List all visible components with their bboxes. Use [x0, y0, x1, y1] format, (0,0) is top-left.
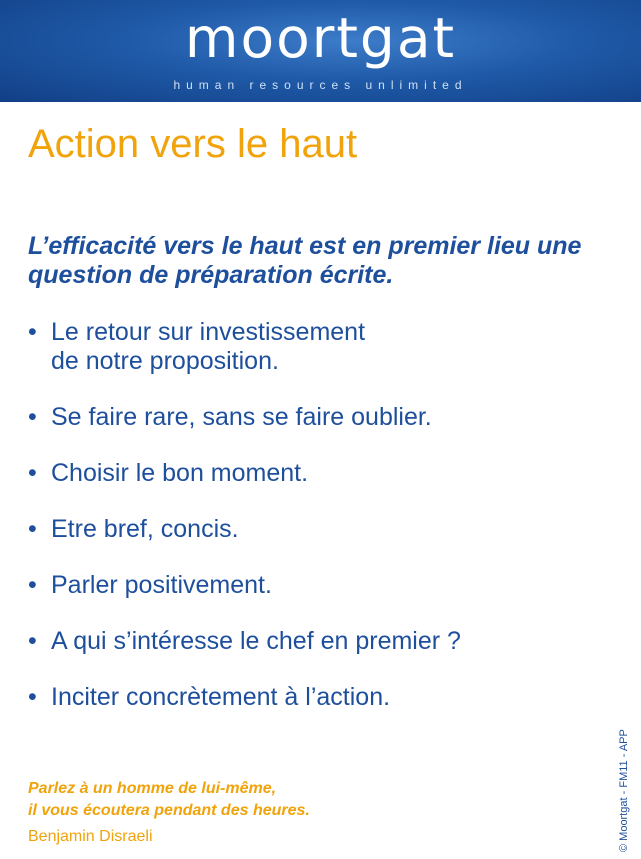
list-item — [28, 459, 588, 515]
list-item-text: Parler positivement. — [51, 571, 272, 599]
quote-author: Benjamin Disraeli — [28, 828, 153, 845]
list-item-text: de notre proposition. — [51, 347, 279, 375]
copyright-text: © Moortgat - FM11 - APP — [618, 729, 630, 852]
list-item-text: Inciter concrètement à l’action. — [51, 683, 391, 711]
list-item-text: Choisir le bon moment. — [51, 459, 309, 487]
list-item — [28, 515, 588, 571]
bullet-icon: • — [28, 318, 37, 346]
moortgat-logo: moortgat — [184, 6, 457, 70]
header-banner — [0, 0, 641, 102]
bullet-icon: • — [28, 403, 37, 431]
list-item-text: Se faire rare, sans se faire oublier. — [51, 403, 432, 431]
list-item — [28, 627, 588, 683]
page-title: Action vers le haut — [28, 122, 358, 166]
quote-line: Parlez à un homme de lui-même, — [28, 780, 277, 797]
list-item — [28, 318, 588, 403]
quote-line: il vous écoutera pendant des heures. — [28, 802, 310, 819]
bullet-icon: • — [28, 627, 37, 655]
bullet-list — [28, 318, 588, 739]
intro-text: L’efficacité vers le haut est en premier lieu une question de préparation écrite. — [28, 232, 582, 289]
list-item — [28, 403, 588, 459]
list-item-text: Etre bref, concis. — [51, 515, 239, 543]
bullet-icon: • — [28, 571, 37, 599]
copyright-note — [616, 682, 634, 852]
bullet-icon: • — [28, 459, 37, 487]
list-item-text: A qui s’intéresse le chef en premier ? — [51, 627, 461, 655]
list-item — [28, 571, 588, 627]
logo-tagline: human resources unlimited — [173, 78, 468, 92]
list-item — [28, 683, 588, 739]
bullet-icon: • — [28, 683, 37, 711]
bullet-icon: • — [28, 515, 37, 543]
list-item-text: Le retour sur investissement — [51, 318, 366, 346]
quote — [28, 778, 310, 822]
